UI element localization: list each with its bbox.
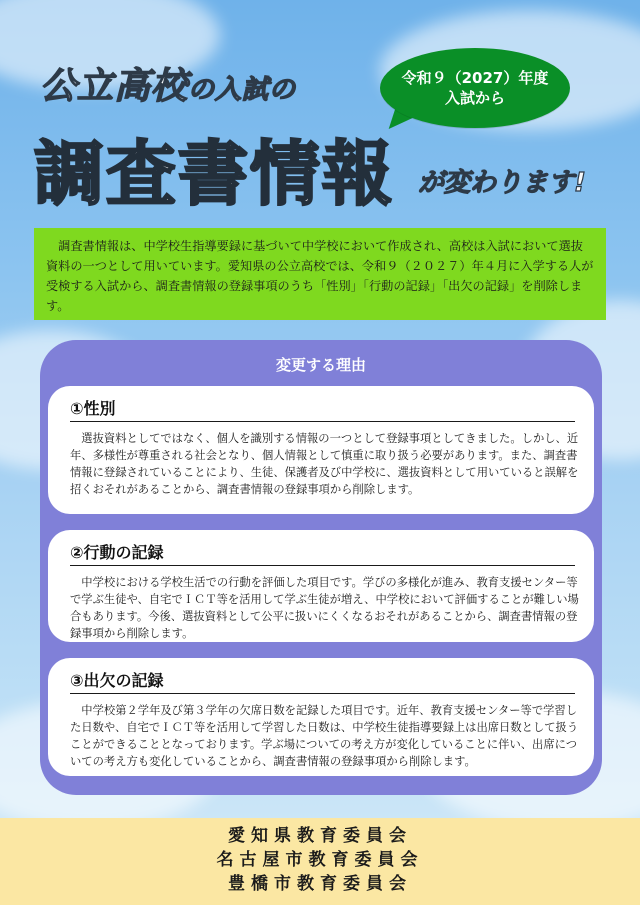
reason-card-attendance xyxy=(48,658,594,776)
headline-sub-text: の入試の xyxy=(188,75,297,105)
reason-card-title: ③出欠の記録 xyxy=(70,668,575,694)
reasons-title: 変更する理由 xyxy=(275,356,366,374)
reason-card-title: ①性別 xyxy=(70,396,575,422)
speech-bubble xyxy=(380,48,570,128)
reason-card-body: 中学校における学校生活での行動を評価した項目です。学びの多様化が進み、教育支援センター等で学ぶ生徒や、自宅でＩＣＴ等を活用して学ぶ生徒が増え、中学校において評価することが難しい場合もあります。今後、選抜資料として公平に扱いにくくなるおそれがあることから、調査書情報の登録事項から削除します。 xyxy=(70,576,579,640)
reason-card-title: ②行動の記録 xyxy=(70,540,575,566)
issuer-nagoya: 名古屋市教育委員会 xyxy=(216,850,424,870)
issuer-toyohashi: 豊橋市教育委員会 xyxy=(228,874,412,894)
headline-tail: が変わります! xyxy=(418,168,586,198)
reasons-panel xyxy=(40,340,602,795)
issuer-aichi: 愛知県教育委員会 xyxy=(228,826,412,846)
intro-paragraph: 調査書情報は、中学校生指導要録に基づいて中学校において作成され、高校は入試において選抜資料の一つとして用いています。愛知県の公立高校では、令和９（２０２７）年４月に入学する人が受検する入試から、調査書情報の登録事項のうち「性別」「行動の記録」「出欠の記録」を削除します。 xyxy=(34,228,606,320)
headline-main-title: 調査書情報 xyxy=(34,133,394,215)
reason-card-body: 中学校第２学年及び第３学年の欠席日数を記録した項目です。近年、教育支援センター等で学習した日数や、自宅でＩＣＴ等を活用して学習した日数は、中学校生徒指導要録上は出席日数として扱うことができることとなっております。学ぶ場についての考え方が変化していることに伴い、出席についての考え方も変化していることから、調査書情報の登録事項から削除します。 xyxy=(70,704,579,768)
footer-issuers xyxy=(0,818,640,905)
bubble-line1: 令和９（2027）年度 xyxy=(401,68,549,87)
headline-main-text: 公立高校 xyxy=(40,66,189,107)
bubble-line2: 入試から xyxy=(444,89,505,107)
headline-line1 xyxy=(40,58,296,109)
reason-card-gender xyxy=(48,386,594,514)
reason-card-behavior xyxy=(48,530,594,642)
reason-card-body: 選抜資料としてではなく、個人を識別する情報の一つとして登録事項としてきました。しかし、近年、多様性が尊重される社会となり、個人情報として慎重に取り扱う必要があります。また、調査書情報に登録されていることにより、生徒、保護者及び中学校に、選抜資料として用いていると誤解を招くおそれがあることから、調査書情報の登録事項から削除します。 xyxy=(70,432,579,496)
